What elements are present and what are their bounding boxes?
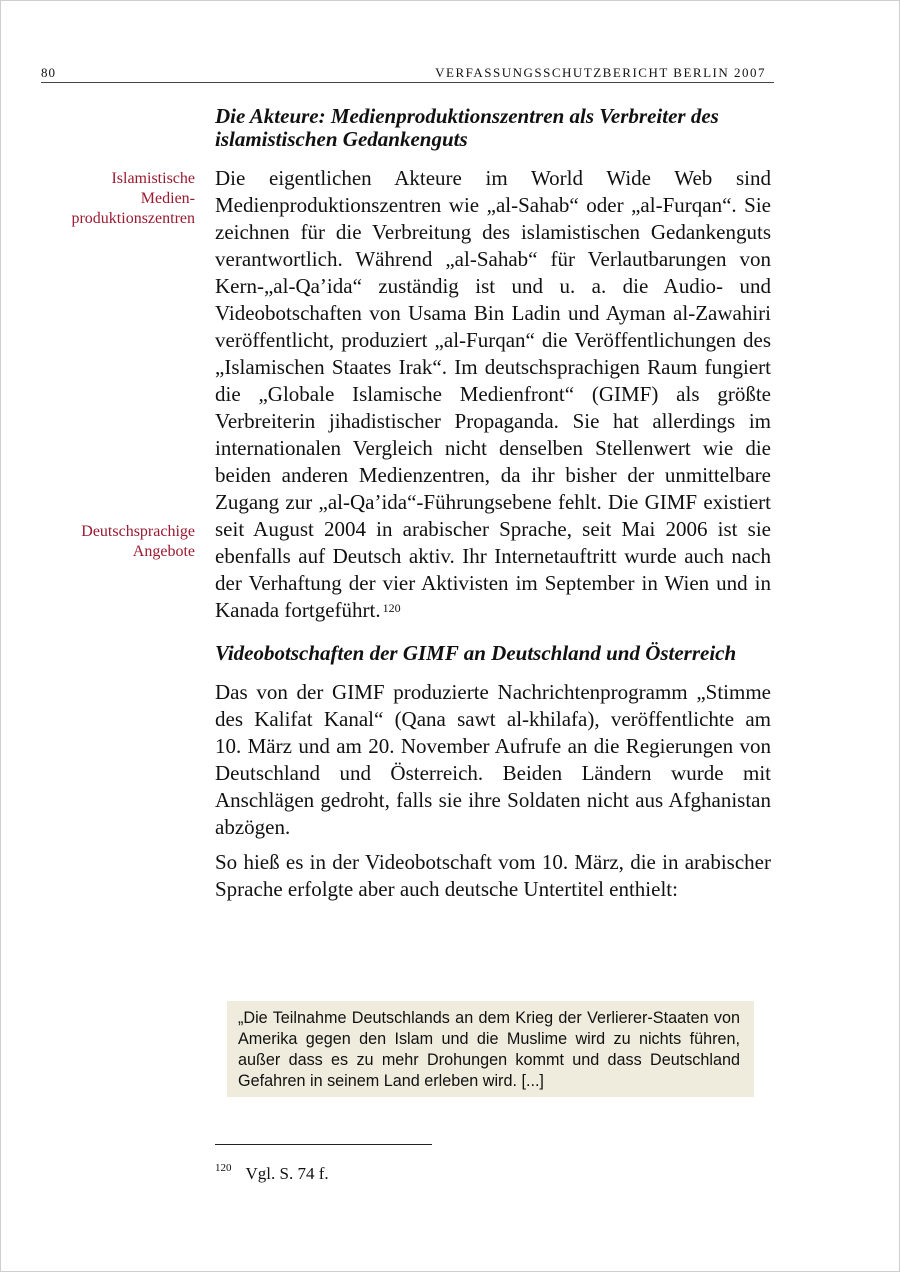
margin-note-line: Deutschsprachige (81, 523, 195, 540)
page-number: 80 (41, 65, 56, 80)
footnote-reference: 120 (382, 601, 401, 615)
paragraph-videos-1: Das von der GIMF produzierte Nachrichtenprogramm „Stimme des Kalifat Kanal“ (Qana sawt al-khilafa), veröffentlichte am 10. März und am 20. November Aufrufe an die Regierungen von Deutschland und Österreich. Beiden Ländern wurde mit Anschlägen gedroht, falls sie ihre Soldaten nicht aus Afghanistan abzögen. (215, 680, 771, 839)
paragraph-actors (215, 165, 771, 624)
running-title: VERFASSUNGSSCHUTZBERICHT BERLIN 2007 (435, 65, 766, 80)
quote-box: „Die Teilnahme Deutschlands an dem Krieg der Verlierer-Staaten von Amerika gegen den Islam und die Muslime wird zu nichts führen, außer dass es zu mehr Drohungen kommt und dass Deutschland Gefahren in seinem Land erleben wird. [...] (227, 1001, 754, 1097)
footnote-rule (215, 1144, 432, 1145)
margin-note-line: Angebote (132, 543, 195, 560)
main-column (215, 105, 771, 903)
section-heading-videos: Videobotschaften der GIMF an Deutschland und Österreich (215, 641, 737, 665)
margin-note-german-offers (81, 522, 195, 562)
footnote-text: Vgl. S. 74 f. (245, 1164, 329, 1183)
header-rule (41, 82, 774, 83)
section-heading-actors: Die Akteure: Medienproduktionszentren als Verbreiter des islamistischen Gedankenguts (215, 104, 719, 151)
footnote (215, 1164, 329, 1184)
margin-note-line: Medien- (140, 190, 195, 207)
paragraph-text: Die eigentlichen Akteure im World Wide Web sind Medienproduktionszentren wie „al-Sahab“ oder „al-Furqan“. Sie zeichnen für die Verbreitung des islamistischen Gedankenguts verantwortlich. Während „al-Sahab“ für Verlautbarungen von Kern-„al-Qa’ida“ zuständig ist und u. a. die Audio- und Videobotschaften von Usama Bin Ladin und Ayman al-Zawahiri veröffentlicht, produziert „al-Furqan“ die Veröffentlichungen des „Islamischen Staates Irak“. Im deutschsprachigen Raum fungiert die „Globale Islamische Medienfront“ (GIMF) als größte Verbreiterin jihadistischer Propaganda. Sie hat allerdings im internationalen Vergleich nicht denselben Stellenwert wie die beiden anderen Medienzentren, da ihr bisher der unmittelbare Zugang zur „al-Qa’ida“-Führungsebene fehlt. Die GIMF existiert seit August 2004 in arabischer Sprache, seit Mai 2006 ist sie ebenfalls auf Deutsch aktiv. Ihr Internetauftritt wurde auch nach der Verhaftung der vier Aktivisten im September in Wien und in Kanada fortgeführt. (215, 166, 771, 622)
margin-note-line: produktionszentren (71, 210, 195, 227)
paragraph-videos-2: So hieß es in der Videobotschaft vom 10. März, die in arabischer Sprache erfolgte aber auch deutsche Untertitel enthielt: (215, 850, 771, 901)
margin-note-media-centers (71, 169, 195, 229)
footnote-number: 120 (215, 1162, 232, 1174)
margin-note-line: Islamistische (111, 170, 195, 187)
